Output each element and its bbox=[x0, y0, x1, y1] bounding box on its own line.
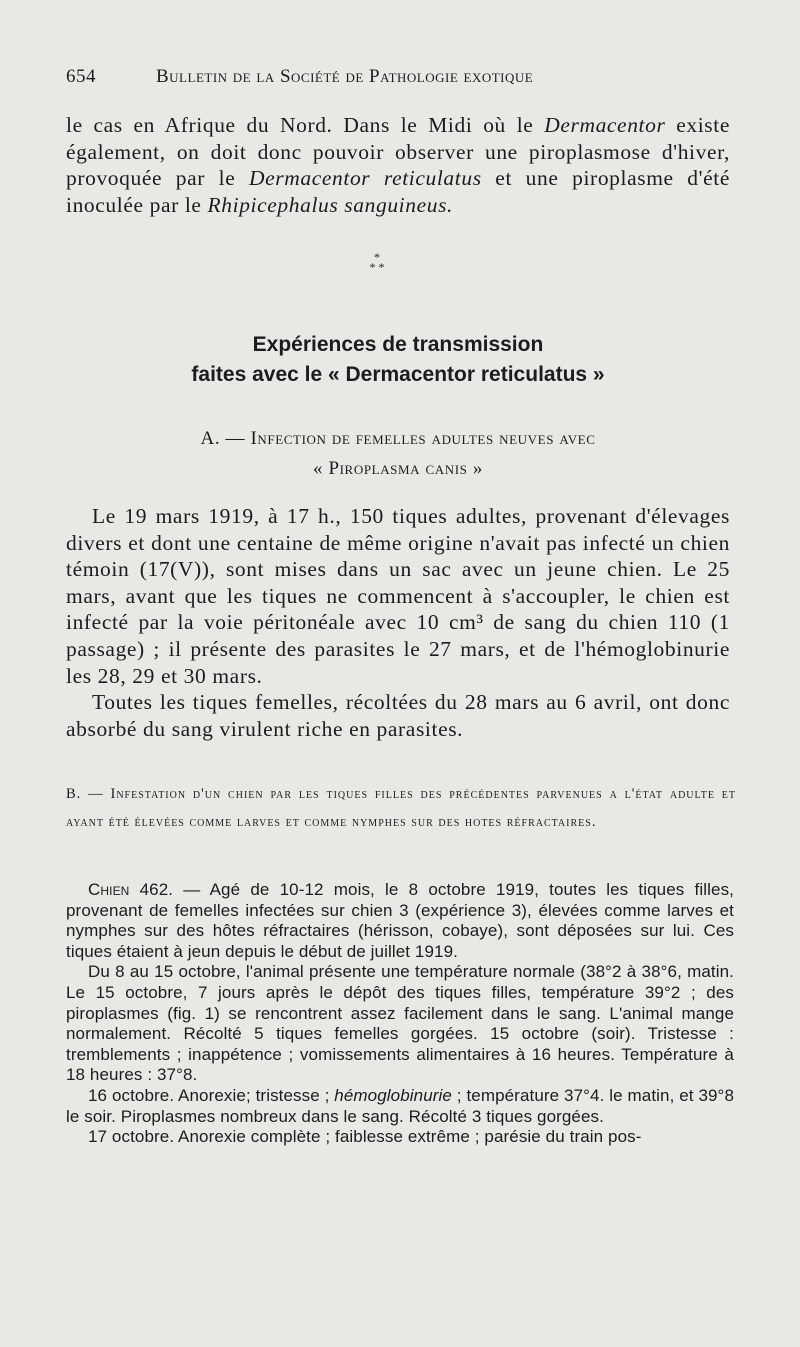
section-b-paragraph-4: 17 octobre. Anorexie complète ; faiblesse extrême ; parésie du train pos- bbox=[88, 1127, 642, 1147]
section-b-paragraph-3: 16 octobre. Anorexie; tristesse ; hémoglobinurie ; température 37°4. le matin, et 39°8 le soir. Piroplasmes nombreux dans le sang. Récolté 3 tiques gorgées. bbox=[66, 1085, 734, 1126]
asterism-separator: * * * bbox=[369, 250, 385, 274]
intro-paragraph: le cas en Afrique du Nord. Dans le Midi où le Dermacentor existe également, on doit donc pouvoir observer une piroplasmose d'hiver, provoquée par le Dermacentor reticulatus et une piroplasme d'été inoculée par le Rhipicephalus sanguineus. bbox=[66, 113, 730, 217]
section-b-heading: B. — Infestation d'un chien par les tiques filles des précédentes parvenues a l'état adulte et ayant été élevées comme larves et comme nymphes sur des hotes réfractaires. bbox=[66, 786, 736, 830]
section-a-body bbox=[66, 503, 730, 742]
term-hemoglobinurie: hémoglobinurie bbox=[334, 1085, 452, 1105]
section-a-heading: A. — Infection de femelles adultes neuves avec « Piroplasma canis » bbox=[200, 428, 596, 479]
section-a-paragraph-2: Toutes les tiques femelles, récoltées du 28 mars au 6 avril, ont donc absorbé du sang virulent riche en parasites. bbox=[66, 690, 730, 741]
taxon-dermacentor-reticulatus: Dermacentor reticulatus bbox=[249, 166, 482, 191]
case-label: Chien 462. bbox=[88, 880, 174, 899]
page-header bbox=[66, 66, 746, 88]
section-b-paragraph-2: Du 8 au 15 octobre, l'animal présente une température normale (38°2 à 38°6, matin. Le 15 octobre, 7 jours après le dépôt des tiques filles, température 39°2 ; des piroplasmes (fig. 1) se rencontrent assez facilement dans le sang. L'animal mange normalement. Récolté 5 tiques femelles gorgées. 15 octobre (soir). Tristesse : tremblements ; inappétence ; vomissements alimentaires à 16 heures. Température à 18 heures : 37°8. bbox=[66, 962, 734, 1085]
section-title: Expériences de transmission faites avec le « Dermacentor reticulatus » bbox=[191, 333, 605, 386]
taxon-rhipicephalus: Rhipicephalus sanguineus. bbox=[207, 192, 454, 217]
page-number: 654 bbox=[66, 66, 96, 87]
section-b-body bbox=[66, 880, 734, 1148]
section-a-paragraph-1: Le 19 mars 1919, à 17 h., 150 tiques adultes, provenant d'élevages divers et dont une centaine de même origine n'avait pas infecté un chien témoin (17(V)), sont mises dans un sac avec un jeune chien. Le 25 mars, avant que les tiques ne commencent à s'accoupler, le chien est infecté par la voie péritonéale avec 10 cm³ de sang du chien 110 (1 passage) ; il présente des parasites le 27 mars, et de l'hémoglobinurie les 28, 29 et 30 mars. bbox=[66, 504, 730, 688]
taxon-dermacentor: Dermacentor bbox=[544, 113, 666, 137]
section-b-paragraph-1: Chien 462. — Agé de 10-12 mois, le 8 octobre 1919, toutes les tiques filles, provenant de femelles infectées sur chien 3 (expérience 3), élevées comme larves et nymphes sur des hôtes réfractaires (hérisson, cobaye), sont déposées sur lui. Ces tiques étaient à jeun depuis le début de juillet 1919. bbox=[66, 880, 734, 961]
running-title: Bulletin de la Société de Pathologie exotique bbox=[156, 66, 534, 87]
